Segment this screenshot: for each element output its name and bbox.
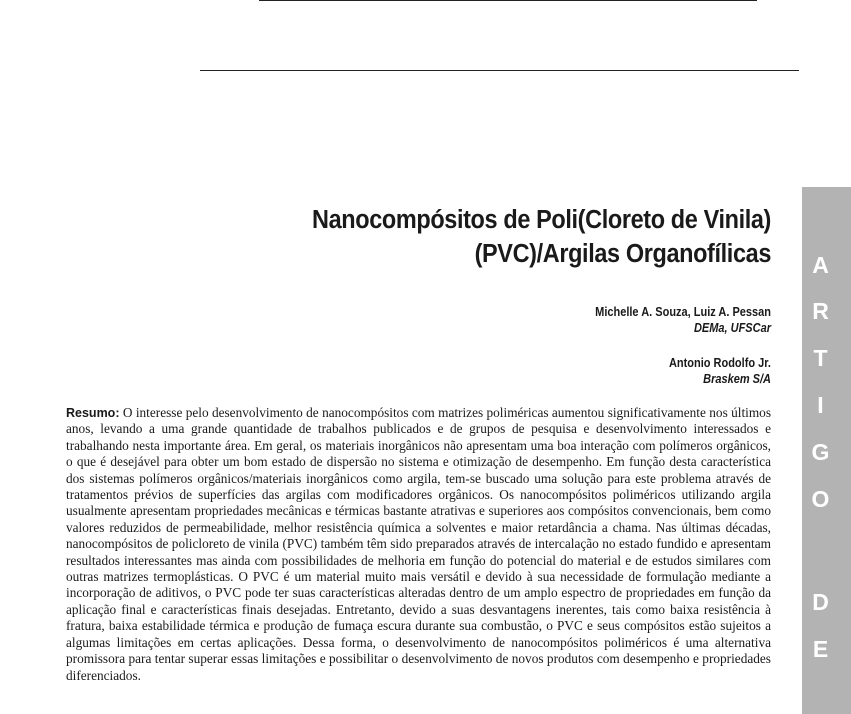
header-rule: [200, 70, 799, 71]
abstract-text: O interesse pelo desenvolvimento de nanocompósitos com matrizes poliméricas aumentou significativamente nos últimos anos, levando a uma grande quantidade de trabalhos publicados e de grupos de pesquisa e desenvolvimento interessados e trabalhando nesta importante área. Em geral, os materiais inorgânicos não apresentam uma boa interação com polímeros orgânicos, o que é desejável para obter um bom estado de dispersão no sistema e otimização de desempenho. Em função desta característica dos sistemas polímeros orgânicos/materiais inorgânicos como argila, tem-se buscado uma solução para este problema através de tratamentos prévios de superfícies das argilas com modificadores orgânicos. Os nanocompósitos poliméricos utilizando argila usualmente apresentam propriedades mecânicas e térmicas bastante atrativas e superiores aos compósitos convencionais, bem como valores reduzidos de permeabilidade, melhor resistência química a solventes e maior retardância a chama. Nas últimas décadas, nanocompósitos de policloreto de vinila (PVC) também têm sido preparados através de intercalação no estado fundido e apresentam resultados interessantes mas ainda com possibilidades de melhoria em função do potencial do material e de estudos similares com outras matrizes termoplásticas. O PVC é um material muito mais versátil e devido à sua necessidade de formulação mediante a incorporação de aditivos, o PVC pode ter suas características alteradas dentro de um amplo espectro de propriedades em função da aplicação final e características finais desejadas. Entretanto, devido a suas desvantagens inerentes, tais como baixa resistência à fratura, baixa estabilidade térmica e produção de fumaça escura durante sua combustão, o PVC e seus compósitos estão sujeitos a algumas limitações em certas aplicações. Dessa forma, o desenvolvimento de nanocompósitos poliméricos é uma alternativa promissora para tentar superar essas limitações e possibilitar o desenvolvimento de novos produtos com desempenho e propriedades diferenciados.: [66, 405, 771, 683]
author-affiliation: DEMa, UFSCar: [693, 321, 771, 335]
author-group: [419, 355, 771, 387]
side-tab-letter: T: [813, 345, 828, 371]
side-tab-letter: R: [812, 298, 829, 324]
author-affiliation: Braskem S/A: [703, 372, 771, 386]
title-line-1: Nanocompósitos de Poli(Cloreto de Vinila): [312, 206, 771, 234]
header-rule-top: [259, 0, 757, 1]
side-tab-letter: E: [812, 636, 829, 662]
section-side-tab: [802, 187, 851, 714]
side-tab-letter: D: [812, 589, 829, 615]
author-group: [419, 304, 771, 336]
abstract-label: Resumo:: [66, 406, 120, 420]
article-title: [256, 203, 771, 271]
title-line-2: (PVC)/Argilas Organofílicas: [474, 240, 771, 268]
author-names: Michelle A. Souza, Luiz A. Pessan: [595, 305, 771, 319]
side-tab-letter: A: [812, 252, 829, 278]
side-tab-letter: G: [811, 439, 830, 465]
side-tab-letter: I: [817, 392, 824, 418]
abstract: [66, 405, 771, 714]
author-names: Antonio Rodolfo Jr.: [668, 356, 771, 370]
side-tab-letter: O: [811, 486, 830, 512]
